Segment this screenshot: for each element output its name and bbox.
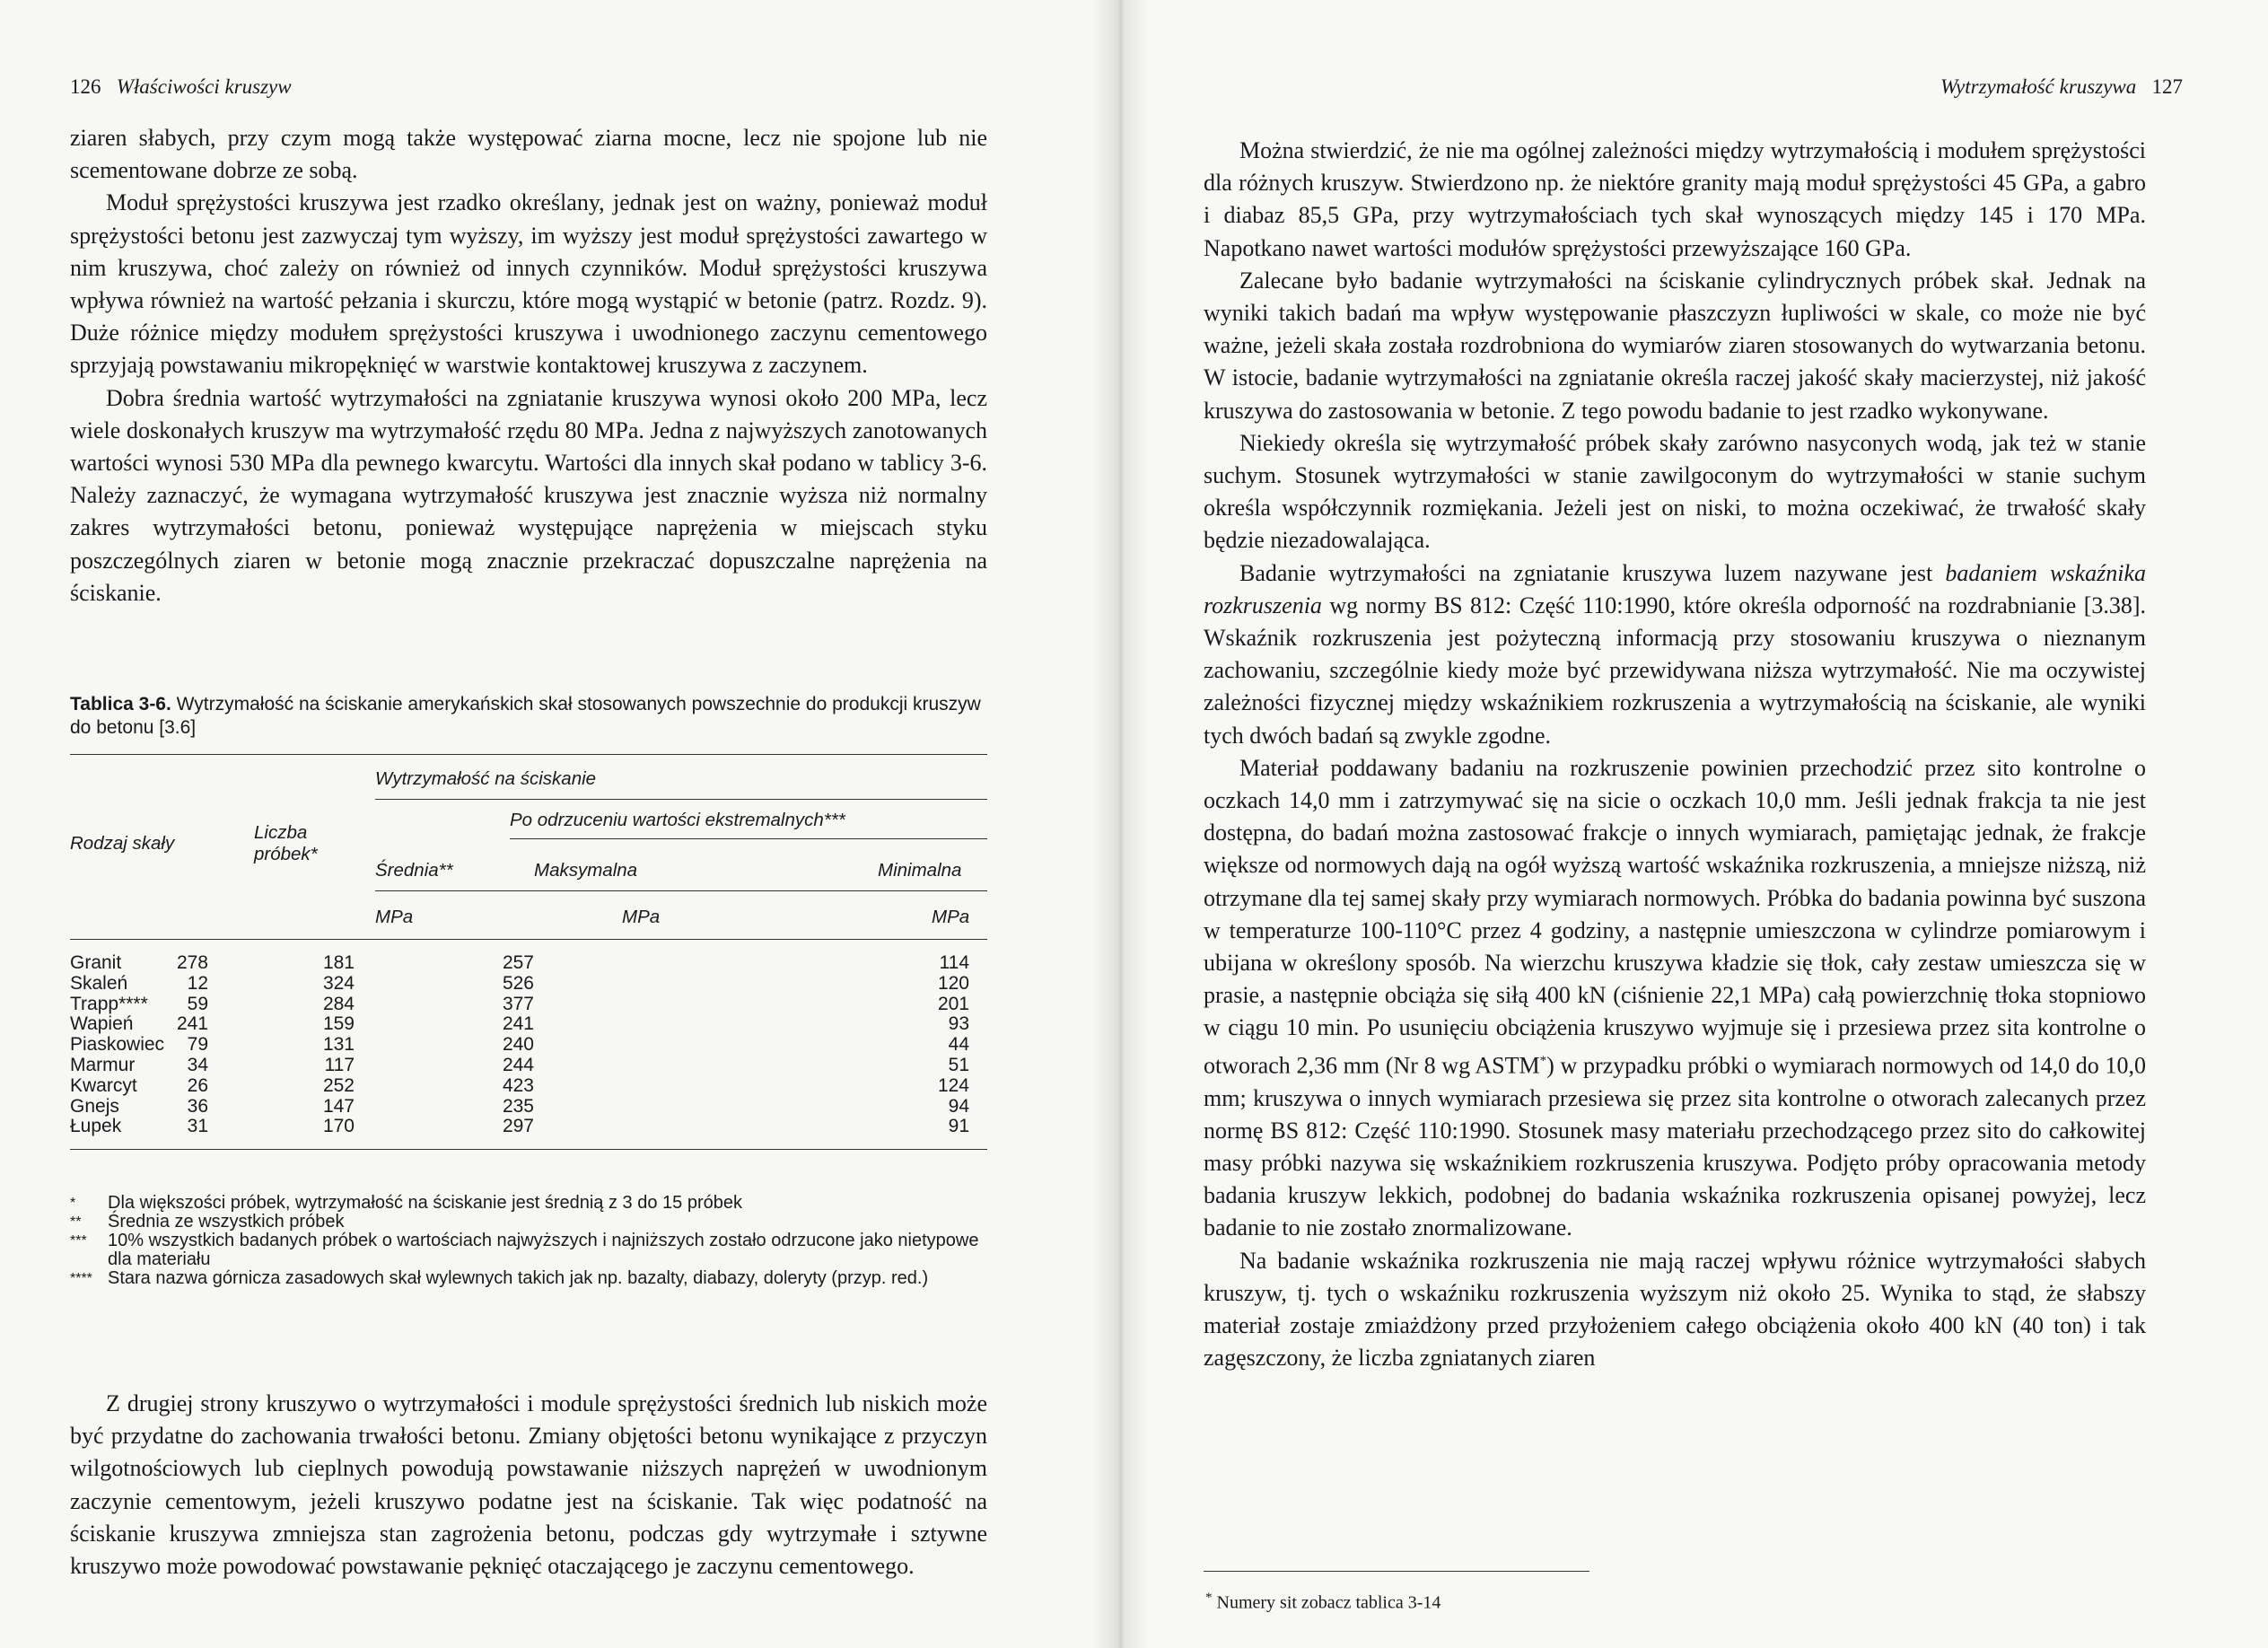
col-mean: Średnia**: [375, 860, 453, 881]
table-row: Marmur 34 117 244 51: [70, 1054, 969, 1075]
right-page-header: [1940, 75, 2183, 99]
col-max: Maksymalna: [534, 860, 638, 881]
table-caption: [70, 693, 985, 740]
table-note: *** 10% wszystkich badanych próbek o wartościach najwyższych i najniższych zostało odrzucone jako nietypowe dla materiału: [70, 1231, 979, 1269]
paragraph: Można stwierdzić, że nie ma ogólnej zależności między wytrzymałością i modułem sprężystości dla różnych kruszyw. Stwierdzono np. że niektóre granity mają moduł sprężystości 45 GPa, a gabro i diabaz 85,5 GPa, przy wytrzymałościach tych skał wynoszących między 145 i 170 MPa. Napotkano nawet wartości modułów sprężystości przewyższające 160 GPa.: [1204, 137, 2146, 261]
header-subgroup: Po odrzuceniu wartości ekstremalnych***: [510, 810, 845, 830]
table-row: Trapp**** 59 284 377 201: [70, 993, 969, 1014]
table-row: Skaleń 12 324 526 120: [70, 972, 969, 994]
table-row: Kwarcyt 26 252 423 124: [70, 1074, 969, 1096]
table-body: [70, 953, 987, 1137]
paragraph: Z drugiej strony kruszywo o wytrzymałości i module sprężystości średnich lub niskich może być przydatne do zachowania trwałości betonu. Zmiany objętości betonu wynikające z przyczyn wilgotnościowych lub cieplnych powodują powstawanie niższych naprężeń w uwodnionym zaczynie cementowym, jeżeli kruszywo podatne jest na ściskanie. Tak więc podatność na ściskanie kruszywa zmniejsza stan zagrożenia betonu, podczas gdy wytrzymałe i sztywne kruszywo może powodować powstawanie pęknięć otaczającego je zaczynu cementowego.: [70, 1390, 987, 1580]
table-row: Łupek 31 170 297 91: [70, 1116, 969, 1137]
paragraph: Dobra średnia wartość wytrzymałości na zgniatanie kruszywa wynosi około 200 MPa, lecz wiele doskonałych kruszyw ma wytrzymałość rzędu 80 MPa. Jedna z najwyższych zanotowanych wartości wynosi 530 MPa dla pewnego kwarcytu. Wartości dla innych skał podano w tablicy 3-6. Należy zaznaczyć, że wymagana wytrzymałość kruszywa jest znacznie wyższa niż normalny zakres wytrzymałości betonu, ponieważ występujące naprężenia w miejscach styku poszczególnych ziaren w betonie mogą znacznie przekraczać dopuszczalne naprężenia na ściskanie.: [70, 384, 987, 606]
right-page-number: 127: [2151, 75, 2183, 98]
paragraph: Niekiedy określa się wytrzymałość próbek skały zarówno nasyconych wodą, jak też w stanie suchym. Stosunek wytrzymałości w stanie zawilgoconym do wytrzymałości w stanie suchym określa współczynnik rozmiękania. Jeżeli jest on niski, to można oczekiwać, że trwałość skały będzie niezadowalająca.: [1204, 429, 2146, 554]
table-note: * Dla większości próbek, wytrzymałość na ściskanie jest średnią z 3 do 15 próbek: [70, 1193, 742, 1213]
left-top-text: [70, 122, 987, 609]
table-note: ** Średnia ze wszystkich próbek: [70, 1212, 345, 1232]
footnote: * Numery sit zobacz tablica 3-14: [1205, 1591, 1441, 1613]
left-page-header: [70, 75, 292, 99]
unit-max: MPa: [622, 907, 661, 927]
footnote-separator: [1204, 1571, 1589, 1572]
paragraph: Materiał poddawany badaniu na rozkruszenie powinien przechodzić przez sito kontrolne o oczkach 14,0 mm i zatrzymywać się na sicie o oczkach 10,0 mm. Jeśli jednak frakcja ta nie jest dostępna, do badań można zastosować frakcje o innych wymiarach, pamiętając jednak, że frakcje większe od normowych dają na ogół wyższą wartość wskaźnika rozkruszenia, a mniejsze niższą, niż otrzymane dla tej samej skały przy wymiarach normowych. Próbka do badania powinna być suszona w temperaturze 100-110°C przez 4 godziny, a następnie umieszczona w cylindrze pomiarowym i ubijana w określony sposób. Na wierzchu kruszywa kładzie się tłok, cały zestaw umieszcza się w prasie, a następnie obciąża się siłą 400 kN (ciśnienie 22,1 MPa) całą powierzchnię tłoka stopniowo w ciągu 10 min. Po usunięciu obciążenia kruszywo wyjmuje się i przesiewa przez sita kontrolne o otworach 2,36 mm (Nr 8 wg ASTM*) w przypadku próbki o wymiarach normowych od 14,0 do 10,0 mm; kruszywa o innych wymiarach przesiewa się przez sita kontrolne o otworach zalecanych przez normę BS 812: Część 110:1990. Stosunek masy materiału przechodzącego przez sito do całkowitej masy próbki nazywa się wskaźnikiem rozkruszenia kruszywa. Podjęto próby opracowania metody badania kruszyw lekkich, podobnej do badania wskaźnika rozkruszenia opisanej powyżej, lecz badanie to nie zostało znormalizowane.: [1204, 754, 2146, 1241]
table-row: Granit 278 181 257 114: [70, 952, 969, 973]
right-running-title: Wytrzymałość kruszywa: [1940, 75, 2137, 98]
left-page-number: 126: [70, 75, 101, 98]
paragraph: Badanie wytrzymałości na zgniatanie kruszywa luzem nazywane jest badaniem wskaźnika rozkruszenia wg normy BS 812: Część 110:1990, które określa odporność na rozdrabnianie [3.38]. Wskaźnik rozkruszenia jest pożyteczną informacją przy stosowaniu kruszywa o nieznanym zachowaniu, szczególnie kiedy może być przewidywana niższa wytrzymałość. Nie ma oczywistej zależności fizycznej między wskaźnikiem rozkruszenia a wytrzymałością na ściskanie, ale wyniki tych dwóch badań są zwykle zgodne.: [1204, 559, 2147, 749]
left-running-title: Właściwości kruszyw: [116, 75, 292, 98]
table-note: **** Stara nazwa górnicza zasadowych skał wylewnych takich jak np. bazalty, diabazy, doleryty (przyp. red.): [70, 1268, 929, 1288]
book-gutter-shadow: [1093, 0, 1149, 1648]
table-row: Wapień 241 159 241 93: [70, 1013, 969, 1035]
table-caption-text: Wytrzymałość na ściskanie amerykańskich skał stosowanych powszechnie do produkcji kruszyw do betonu [3.6]: [70, 694, 981, 738]
paragraph: Na badanie wskaźnika rozkruszenia nie mają raczej wpływu różnice wytrzymałości słabych kruszyw, tj. tych o wskaźniku rozkruszenia wyższym niż około 25. Wynika to stąd, że słabszy materiał zostaje zmiażdżony przed przyłożeniem całego obciążenia około 400 kN (40 ton) i tak zagęszczony, że liczba zgniatanych ziaren: [1204, 1247, 2146, 1372]
paragraph: ziaren słabych, przy czym mogą także występować ziarna mocne, lecz nie spojone lub nie scementowane dobrze ze sobą.: [70, 125, 987, 184]
table-row: Piaskowiec 79 131 240 44: [70, 1034, 969, 1056]
right-text: [1204, 135, 2146, 1374]
table-notes: [70, 1194, 987, 1288]
left-bottom-text: [70, 1388, 987, 1582]
unit-min: MPa: [932, 907, 970, 927]
left-page: [0, 0, 1122, 1648]
col-sample-count: Liczba próbek*: [254, 822, 318, 864]
header-group: Wytrzymałość na ściskanie: [375, 768, 597, 789]
col-min: Minimalna: [878, 860, 962, 881]
col-rock-type: Rodzaj skały: [70, 833, 175, 854]
unit-mean: MPa: [375, 907, 414, 927]
table-label: Tablica 3-6.: [70, 694, 171, 714]
paragraph: Zalecane było badanie wytrzymałości na ściskanie cylindrycznych próbek skał. Jednak na wyniki takich badań ma wpływ występowanie płaszczyzn łupliwości w skale, co może nie być ważne, jeżeli skała została rozdrobniona do wymiarów ziaren stosowanych do wytwarzania betonu. W istocie, badanie wytrzymałości na zgniatanie określa raczej jakość skały macierzystej, niż jakość kruszywa do zastosowania w betonie. Z tego powodu badanie to jest rzadko wykonywane.: [1204, 267, 2146, 424]
table-row: Gnejs 36 147 235 94: [70, 1095, 969, 1117]
paragraph: Moduł sprężystości kruszywa jest rzadko określany, jednak jest on ważny, ponieważ moduł sprężystości betonu jest zazwyczaj tym wyższy, im wyższy jest moduł sprężystości zawartego w nim kruszywa, choć zależy on również od innych czynników. Moduł sprężystości kruszywa wpływa również na wartość pełzania i skurczu, które mogą wystąpić w betonie (patrz. Rozdz. 9). Duże różnice między modułem sprężystości kruszywa i uwodnionego zaczynu cementowego sprzyjają powstawaniu mikropęknięć w warstwie kontaktowej kruszywa z zaczynem.: [70, 189, 987, 379]
